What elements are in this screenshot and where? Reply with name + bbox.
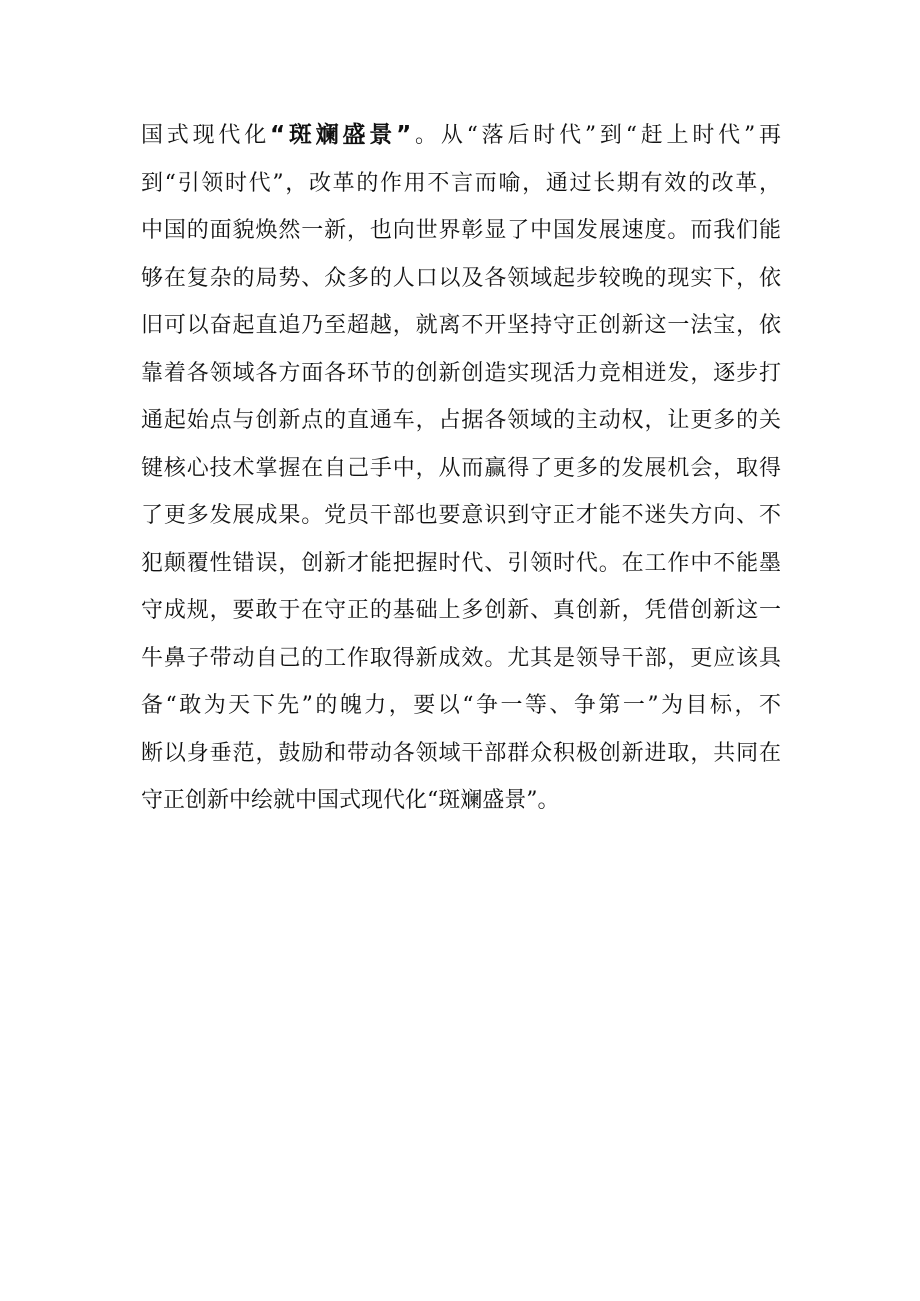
paragraph-line: 够在复杂的局势、众多的人口以及各领域起步较晚的现实下，依	[141, 265, 781, 291]
line-segment: 国式现代化	[141, 123, 270, 148]
paragraph-line: 中国的面貌焕然一新，也向世界彰显了中国发展速度。而我们能	[141, 218, 781, 243]
paragraph-line: 守正创新中绘就中国式现代化“斑斓盛景”。	[141, 788, 560, 813]
paragraph-line: 牛鼻子带动自己的工作取得新成效。尤其是领导干部，更应该具	[141, 645, 781, 671]
paragraph-line: 到“引领时代”，改革的作用不言而喻，通过长期有效的改革，	[141, 170, 781, 196]
bold-phrase: “斑斓盛景”	[270, 122, 412, 148]
paragraph-line: 通起始点与创新点的直通车，占据各领域的主动权，让更多的关	[141, 408, 781, 433]
paragraph-line: 旧可以奋起直追乃至超越，就离不开坚持守正创新这一法宝，依	[141, 313, 781, 338]
paragraph-line: 犯颠覆性错误，创新才能把握时代、引领时代。在工作中不能墨	[141, 550, 781, 576]
paragraph-line: 守成规，要敢于在守正的基础上多创新、真创新，凭借创新这一	[141, 598, 781, 623]
paragraph-line: 靠着各领域各方面各环节的创新创造实现活力竞相迸发，逐步打	[141, 360, 781, 386]
paragraph-line: 了更多发展成果。党员干部也要意识到守正才能不迷失方向、不	[141, 503, 781, 528]
body-paragraph	[141, 112, 781, 825]
paragraph-line: 备“敢为天下先”的魄力，要以“争一等、争第一”为目标，不	[141, 693, 781, 718]
line-segment: 。从“落后时代”到“赶上时代”再	[411, 123, 781, 148]
paragraph-line	[141, 112, 781, 160]
paragraph-line: 键核心技术掌握在自己手中，从而赢得了更多的发展机会，取得	[141, 455, 781, 481]
paragraph-line: 断以身垂范，鼓励和带动各领域干部群众积极创新进取，共同在	[141, 740, 781, 766]
